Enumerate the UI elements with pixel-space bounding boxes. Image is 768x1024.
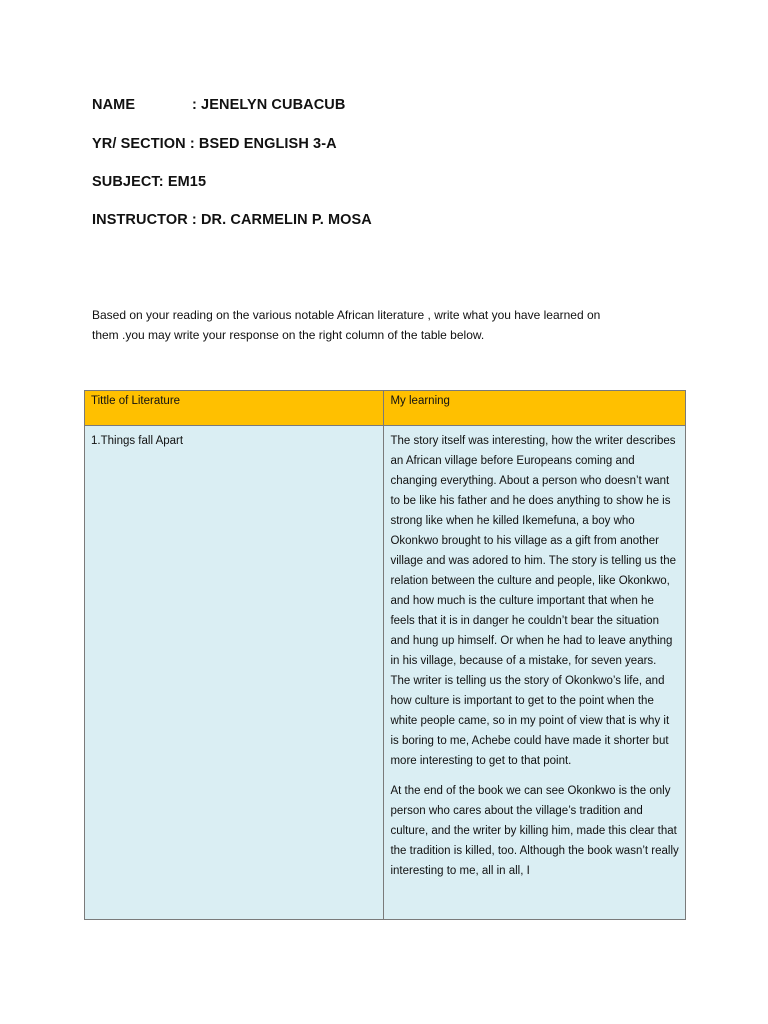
subject-line: SUBJECT: EM15 <box>92 174 207 190</box>
table-header-row <box>85 391 686 426</box>
name-line <box>92 97 345 113</box>
name-value: : JENELYN CUBACUB <box>192 97 346 113</box>
learning-cell <box>384 426 686 920</box>
name-label: NAME <box>92 97 136 113</box>
learning-paragraph-1: The story itself was interesting, how the writer describes an African village before Europeans coming and changing everything. About a person who doesn’t want to be like his father and he does anything to show he is strong like when he killed Ikemefuna, a boy who Okonkwo brought to his village as a gift from another village and was adored to him. The story is telling us the relation between the culture and people, like Okonkwo, and how much is the culture important that when he feels that it is in danger he couldn’t bear the situation and hung up himself. Or when he had to leave anything in his village, because of a mistake, for seven years. The writer is telling us the story of Okonkwo’s life, and how culture is important to get to the point when the white people came, so in my point of view that is why it is boring to me, Achebe could have made it shorter but more interesting to get to that point. <box>390 435 676 767</box>
instructions-line-1: Based on your reading on the various notable African literature , write what you have learned on <box>92 308 601 322</box>
table-row <box>85 426 686 920</box>
header-title-of-literature: Tittle of Literature <box>85 391 384 426</box>
instructions-paragraph <box>92 305 652 345</box>
instructions-line-2: them .you may write your response on the right column of the table below. <box>92 328 485 342</box>
literature-title-cell: 1.Things fall Apart <box>85 426 384 920</box>
instructor-line: INSTRUCTOR : DR. CARMELIN P. MOSA <box>92 212 372 228</box>
learning-paragraph-2: At the end of the book we can see Okonkwo is the only person who cares about the village’s tradition and culture, and the writer by killing him, made this clear that the tradition is killed, too. Although the book wasn’t really interesting to me, all in all, I <box>390 785 679 877</box>
header-my-learning: My learning <box>384 391 686 426</box>
yr-section-line: YR/ SECTION : BSED ENGLISH 3-A <box>92 136 337 152</box>
literature-table <box>84 390 686 920</box>
